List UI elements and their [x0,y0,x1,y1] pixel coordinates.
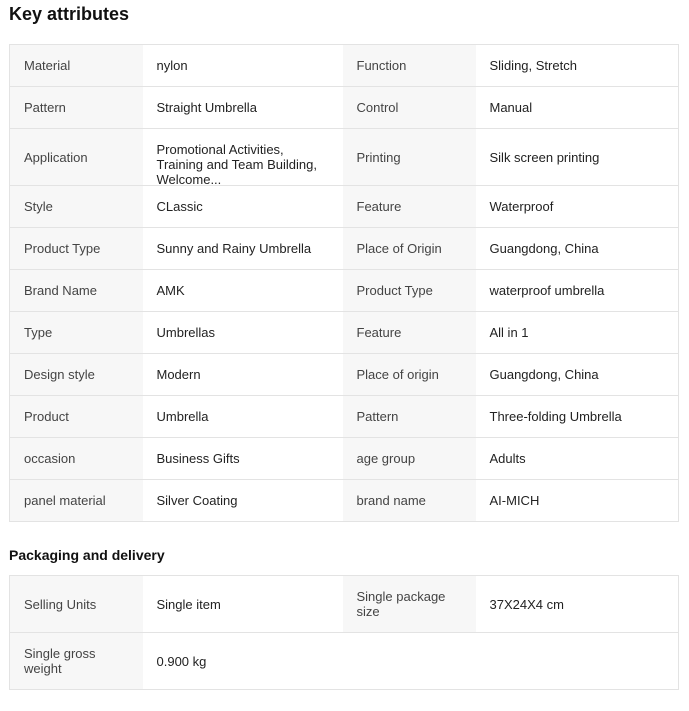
attribute-label: age group [343,438,476,480]
attribute-label: Pattern [343,396,476,438]
table-row [10,633,679,690]
attribute-label: Application [10,129,143,186]
attribute-label: Place of origin [343,354,476,396]
attribute-value: AMK [143,270,343,312]
attribute-label: Pattern [10,87,143,129]
attribute-value: Silver Coating [143,480,343,522]
attribute-label: Control [343,87,476,129]
packaging-heading: Packaging and delivery [9,547,165,563]
attribute-label: Feature [343,186,476,228]
attribute-value: Silk screen printing [476,129,679,186]
attribute-label: panel material [10,480,143,522]
attribute-value: Business Gifts [143,438,343,480]
attribute-value: All in 1 [476,312,679,354]
attribute-label: Place of Origin [343,228,476,270]
attribute-label: Type [10,312,143,354]
attribute-value: CLassic [143,186,343,228]
table-row [10,312,679,354]
attribute-value: 37X24X4 cm [476,576,679,633]
attribute-label: Style [10,186,143,228]
table-row [10,480,679,522]
attribute-value: Waterproof [476,186,679,228]
attribute-value: Modern [143,354,343,396]
attribute-value: waterproof umbrella [476,270,679,312]
packaging-table [9,575,679,690]
attribute-label: brand name [343,480,476,522]
attribute-label: Product Type [10,228,143,270]
attribute-value [143,129,343,186]
attribute-value: AI-MICH [476,480,679,522]
attribute-value: Guangdong, China [476,228,679,270]
attribute-label: Single package size [343,576,476,633]
attribute-value: Guangdong, China [476,354,679,396]
attribute-value: 0.900 kg [143,633,343,690]
key-attributes-table [9,44,679,522]
attribute-value-text: Promotional Activities, Training and Team Building, Welcome... [156,142,317,187]
attribute-label: Feature [343,312,476,354]
attribute-value: Sliding, Stretch [476,45,679,87]
table-row [10,438,679,480]
attribute-label: Material [10,45,143,87]
attribute-value: Straight Umbrella [143,87,343,129]
attribute-label: Product Type [343,270,476,312]
table-row [10,354,679,396]
attribute-value: Manual [476,87,679,129]
empty-cell [476,633,679,690]
table-row [10,129,679,186]
attribute-value: Sunny and Rainy Umbrella [143,228,343,270]
attribute-label: Function [343,45,476,87]
attribute-label: occasion [10,438,143,480]
attribute-label: Single gross weight [10,633,143,690]
key-attributes-heading: Key attributes [9,4,130,24]
table-row [10,576,679,633]
attribute-value: Three-folding Umbrella [476,396,679,438]
table-row [10,396,679,438]
attribute-value: Single item [143,576,343,633]
attribute-value: nylon [143,45,343,87]
attribute-label: Brand Name [10,270,143,312]
attribute-value: Adults [476,438,679,480]
table-row [10,45,679,87]
attribute-label: Printing [343,129,476,186]
attribute-value: Umbrellas [143,312,343,354]
table-row [10,87,679,129]
attribute-value: Umbrella [143,396,343,438]
table-row [10,270,679,312]
table-row [10,186,679,228]
table-row [10,228,679,270]
attribute-label: Selling Units [10,576,143,633]
attribute-label: Design style [10,354,143,396]
attribute-label: Product [10,396,143,438]
empty-cell [343,633,476,690]
